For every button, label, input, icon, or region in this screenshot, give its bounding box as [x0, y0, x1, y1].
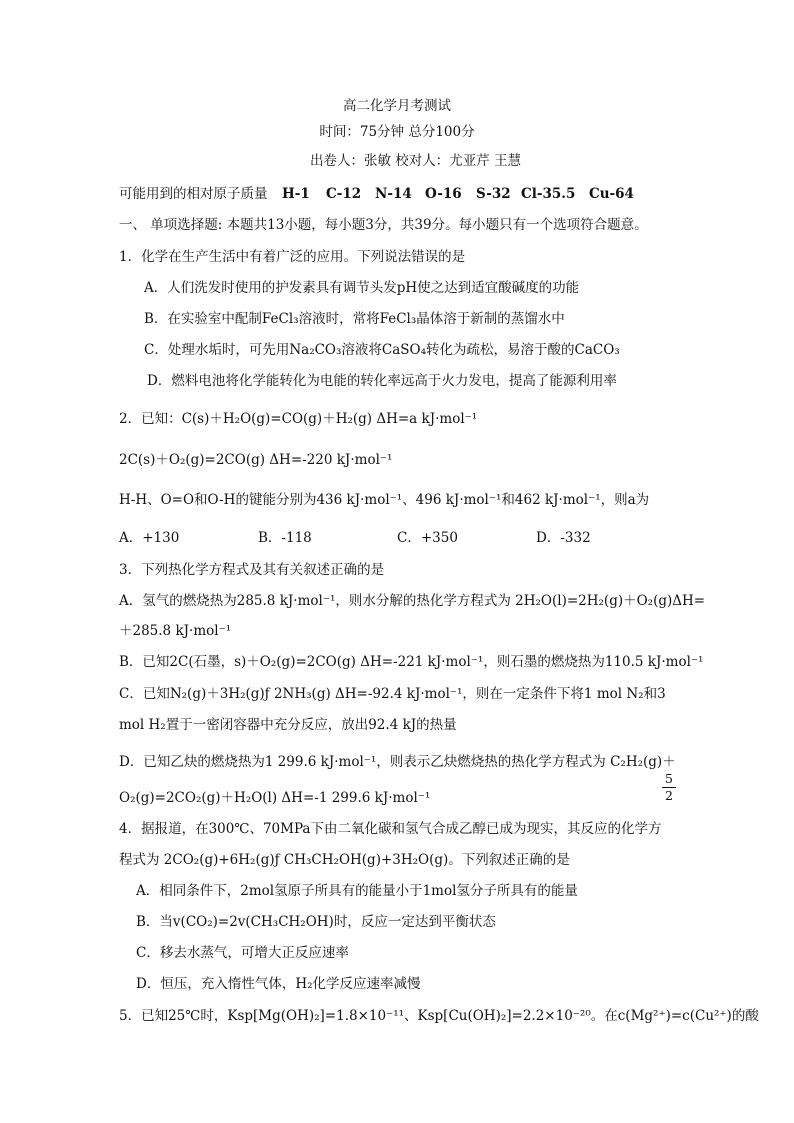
exam-authors: 出卷人：张敏 校对人：尤亚芹 王慧	[310, 153, 522, 169]
option-c-continued: mol H₂置于一密闭容器中充分反应，放出92.4 kJ的热量	[119, 717, 457, 733]
option-a-continued: ＋285.8 kJ·mol⁻¹	[119, 623, 232, 639]
question-stem: 4．据报道，在300℃、70MPa下由二氧化碳和氢气合成乙醇已成为现实，其反应的化学方	[119, 821, 662, 837]
option-c: C．移去水蒸气，可增大正反应速率	[136, 945, 349, 961]
fraction	[662, 772, 676, 803]
atomic-mass-item: H-1	[282, 186, 310, 202]
option-a: A．氢气的燃烧热为285.8 kJ·mol⁻¹，则水分解的热化学方程式为 2H₂O(l)=2H₂(g)＋O₂(g)ΔH=	[119, 593, 706, 609]
option-c: C．处理水垢时，可先用Na₂CO₃溶液将CaSO₄转化为疏松，易溶于酸的CaCO₃	[144, 342, 620, 358]
atomic-mass-item: Cl-35.5	[521, 186, 576, 202]
fraction-denominator: 2	[665, 788, 673, 803]
option-b: B．当v(CO₂)=2v(CH₃CH₂OH)时，反应一定达到平衡状态	[136, 914, 496, 930]
section-heading: 一、 单项选择题: 本题共13小题，每小题3分，共39分。每小题只有一个选项符合题意。	[119, 217, 648, 233]
question-stem: 1．化学在生产生活中有着广泛的应用。下列说法错误的是	[119, 249, 466, 265]
option-a: A．+130	[119, 530, 180, 546]
option-d: D．已知乙炔的燃烧热为1 299.6 kJ·mol⁻¹，则表示乙炔燃烧热的热化学方程式为 C₂H₂(g)＋	[119, 754, 676, 770]
option-b: B．在实验室中配制FeCl₃溶液时，常将FeCl₃晶体溶于新制的蒸馏水中	[144, 311, 565, 327]
option-b: B．已知2C(石墨，s)＋O₂(g)=2CO(g) ΔH=-221 kJ·mol⁻¹，则石墨的燃烧热为110.5 kJ·mol⁻¹	[119, 654, 704, 670]
atomic-mass-item: C-12	[326, 186, 362, 202]
option-c: C．+350	[397, 530, 458, 546]
option-c: C．已知N₂(g)＋3H₂(g)ƒ 2NH₃(g) ΔH=-92.4 kJ·mol⁻¹，则在一定条件下将1 mol N₂和3	[119, 686, 666, 702]
atomic-mass-item: N-14	[375, 186, 412, 202]
atomic-mass-item: O-16	[425, 186, 462, 202]
question-line: 程式为 2CO₂(g)+6H₂(g)ƒ CH₃CH₂OH(g)+3H₂O(g)。下列叙述正确的是	[119, 852, 570, 868]
option-a: A．相同条件下，2mol氢原子所具有的能量小于1mol氢分子所具有的能量	[136, 883, 578, 899]
option-d: D．燃料电池将化学能转化为电能的转化率远高于火力发电，提高了能源利用率	[147, 373, 617, 389]
option-b: B．-118	[258, 530, 312, 546]
option-d: D．-332	[536, 530, 591, 546]
atomic-mass-item: Cu-64	[589, 186, 634, 202]
question-line: 2C(s)＋O₂(g)=2CO(g) ΔH=-220 kJ·mol⁻¹	[119, 452, 393, 468]
exam-time: 时间：75分钟 总分100分	[319, 124, 475, 140]
question-stem: 3．下列热化学方程式及其有关叙述正确的是	[119, 562, 385, 578]
question-stem: 2．已知：C(s)＋H₂O(g)=CO(g)＋H₂(g) ΔH=a kJ·mol⁻¹	[119, 411, 478, 427]
atomic-mass-label: 可能用到的相对原子质量	[119, 186, 268, 202]
fraction-numerator: 5	[665, 771, 673, 786]
option-a: A．人们洗发时使用的护发素具有调节头发pH使之达到适宜酸碱度的功能	[144, 280, 580, 296]
question-stem: 5．已知25℃时，Ksp[Mg(OH)₂]=1.8×10⁻¹¹、Ksp[Cu(OH)₂]=2.2×10⁻²⁰。在c(Mg²⁺)=c(Cu²⁺)的酸	[119, 1008, 759, 1024]
question-line: H-H、O=O和O-H的键能分别为436 kJ·mol⁻¹、496 kJ·mol⁻¹和462 kJ·mol⁻¹，则a为	[119, 492, 650, 508]
exam-title: 高二化学月考测试	[343, 98, 451, 114]
option-d: D．恒压，充入惰性气体，H₂化学反应速率减慢	[136, 976, 421, 992]
option-d-continued: O₂(g)=2CO₂(g)＋H₂O(l) ΔH=-1 299.6 kJ·mol⁻¹	[119, 790, 431, 806]
atomic-mass-item: S-32	[476, 186, 511, 202]
